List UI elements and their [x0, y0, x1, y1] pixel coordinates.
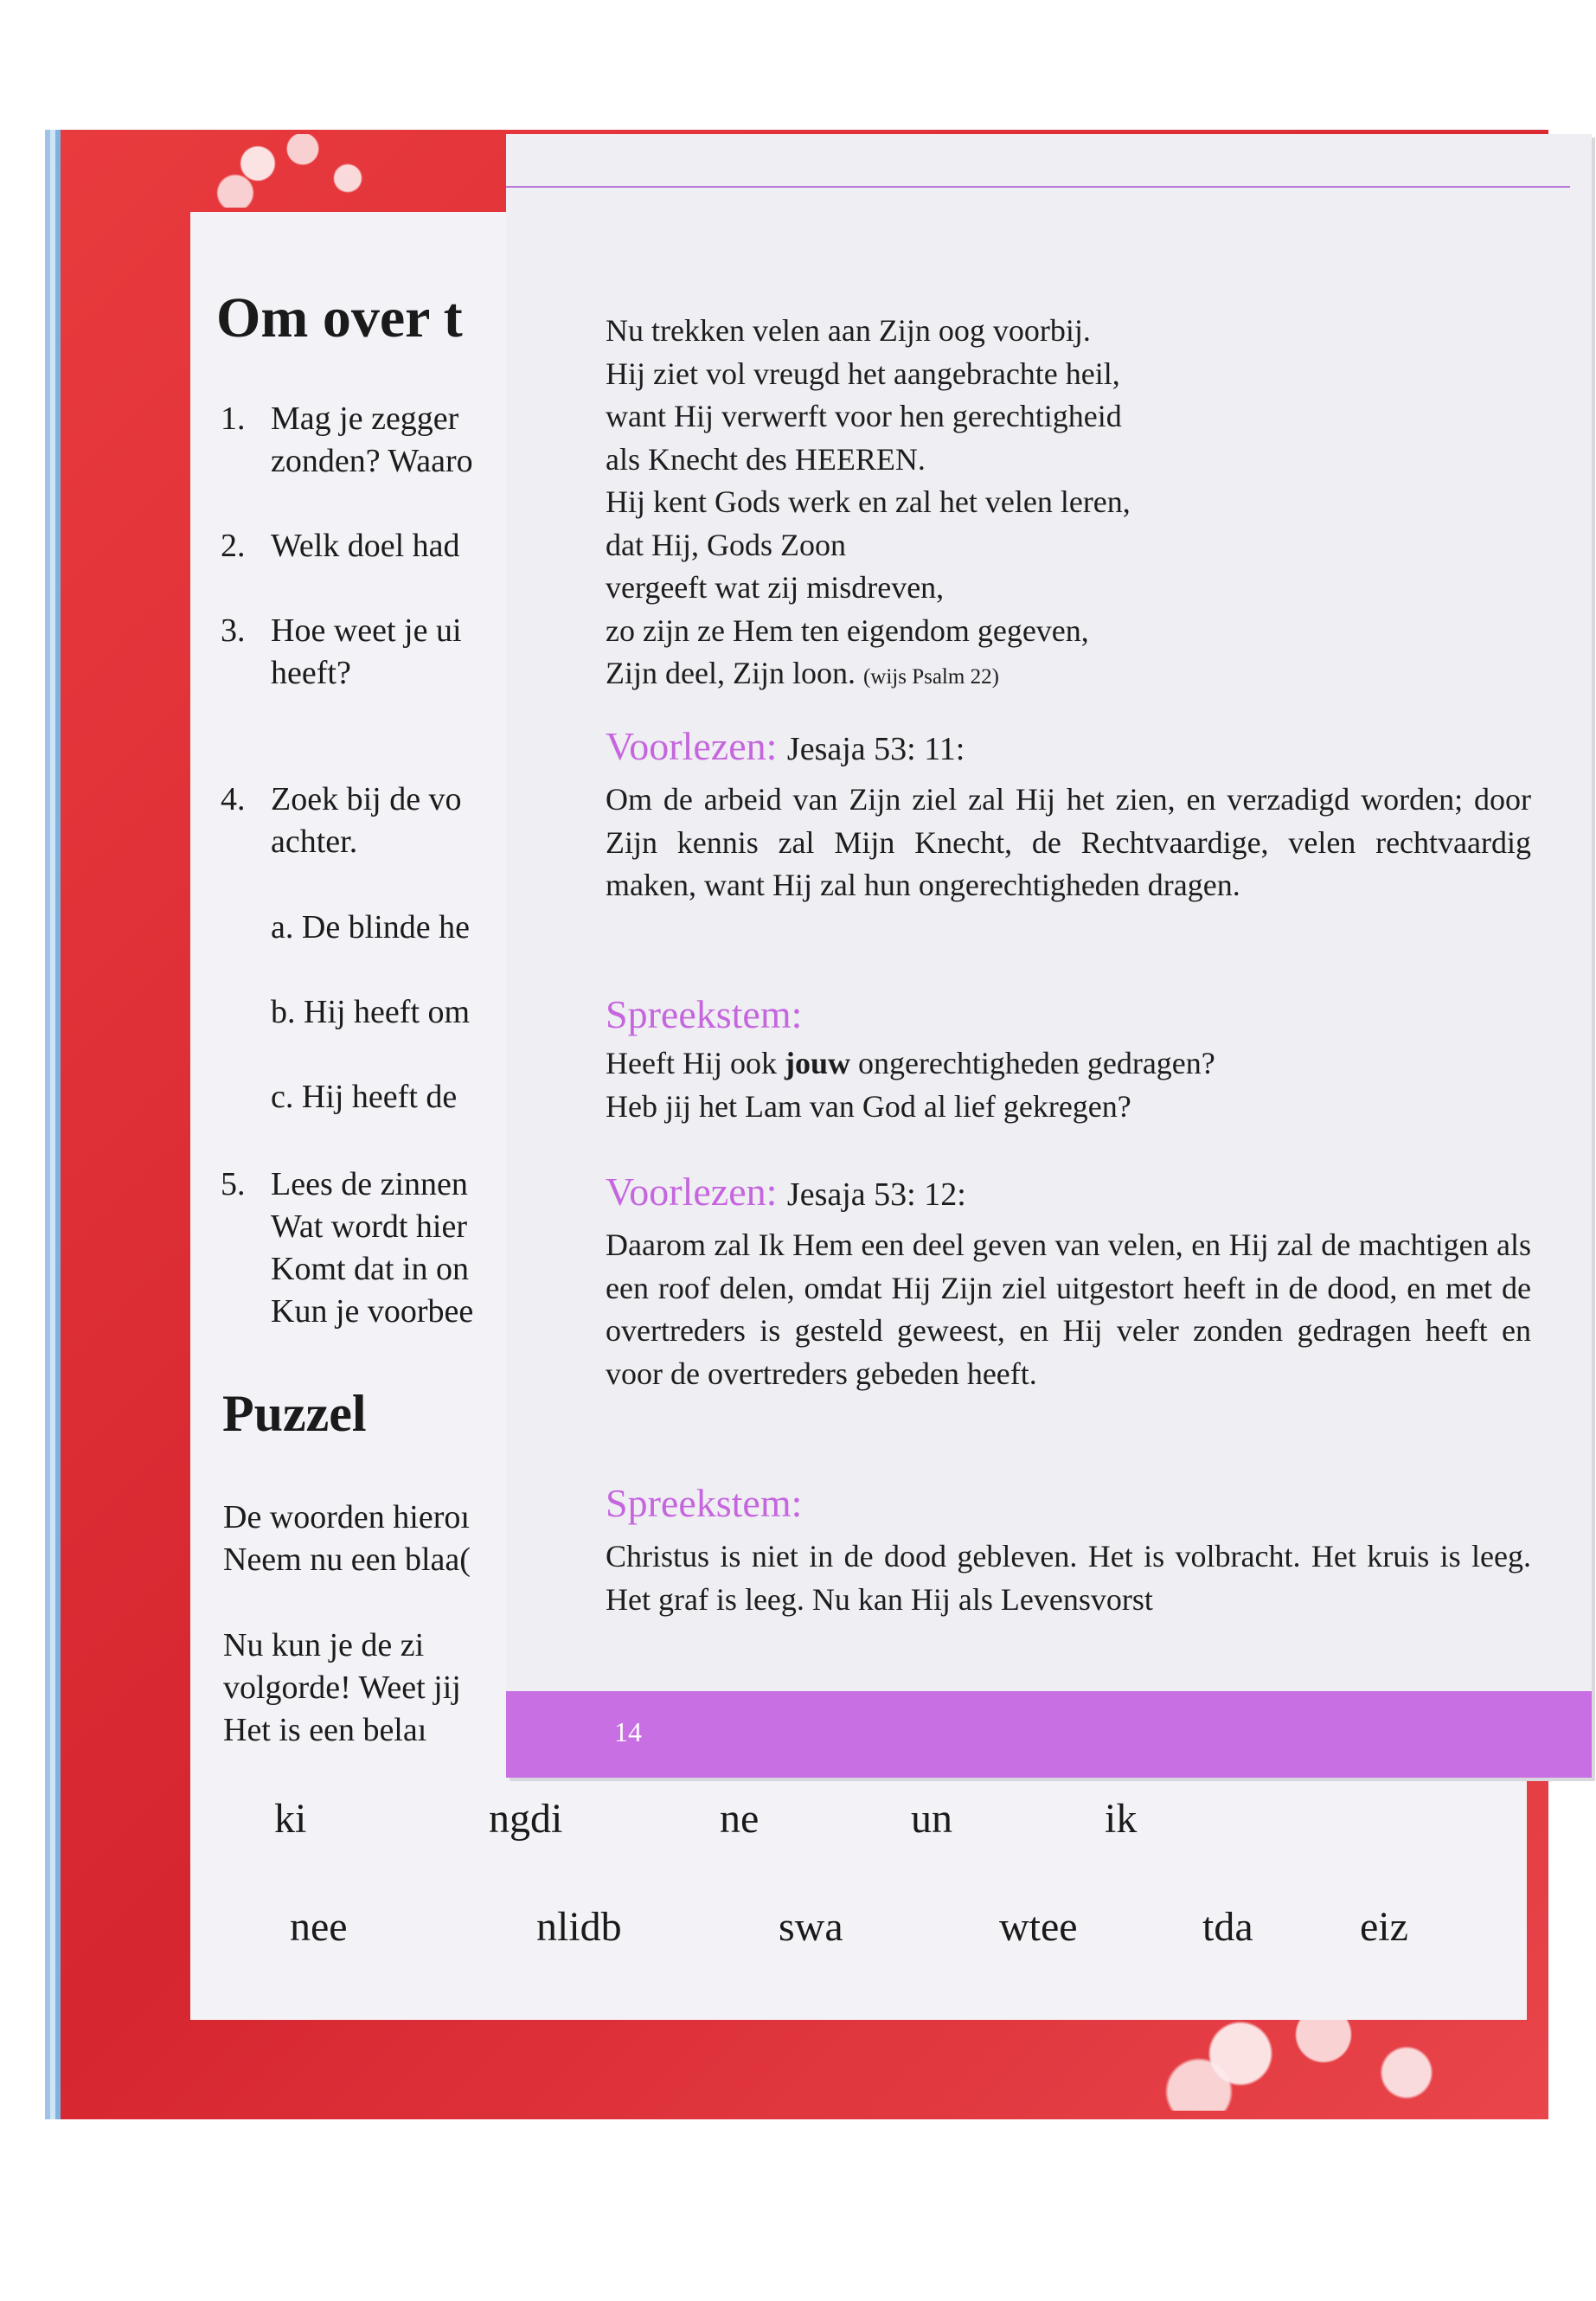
puzzle-word: ki	[274, 1796, 307, 1842]
puzzle-word: eiz	[1360, 1904, 1408, 1950]
spoken-text: Christus is niet in de dood gebleven. Het is volbracht. Het kruis is leeg. Het graf is leeg. Nu kan Hij als Levensvorst	[606, 1539, 1531, 1617]
speckle-texture	[1116, 2016, 1531, 2111]
section-heading-spreekstem: Spreekstem:	[606, 1481, 803, 1525]
question-3-text: Hoe weet je ui heeft?	[271, 612, 462, 691]
puzzle-word: wtee	[999, 1904, 1078, 1950]
sub-item-c: c. Hij heeft de	[271, 1079, 458, 1115]
puzzle-word: swa	[779, 1904, 843, 1950]
back-page-title: Om over t	[216, 286, 463, 349]
verse-line: vergeeft wat zij misdreven,	[606, 570, 945, 605]
puzzle-word: nlidb	[536, 1904, 622, 1950]
sub-item-b: b. Hij heeft om	[271, 994, 471, 1030]
question-5-text: Lees de zinnen Wat wordt hier Komt dat in on Kun je voorbee	[271, 1166, 474, 1330]
puzzle-word: un	[911, 1796, 952, 1842]
question-1: 1.	[221, 401, 246, 437]
verse-line: zo zijn ze Hem ten eigendom gegeven,	[606, 612, 1089, 648]
verse-source: (wijs Psalm 22)	[862, 665, 999, 689]
sub-item-a: a. De blinde he	[271, 909, 471, 945]
reading-text: Daarom zal Ik Hem een deel geven van velen, en Hij zal de machtigen als een roof delen, omdat Hij Zijn ziel uitgestort heeft in de dood, en met de overtreders is gesteld geweest, en Hij veler zonden gedragen heeft en voor de overtreders gebeden heeft.	[606, 1227, 1531, 1391]
verse-line: dat Hij, Gods Zoon	[606, 527, 846, 562]
puzzle-word: ik	[1105, 1796, 1138, 1842]
scripture-reference: Jesaja 53: 12:	[786, 1176, 966, 1213]
puzzel-heading: Puzzel	[222, 1385, 367, 1442]
verse-line: als Knecht des HEEREN.	[606, 441, 926, 477]
spoken-text: Heeft Hij ook jouw ongerechtigheden gedragen? Heb jij het Lam van God al lief gekregen?	[606, 1046, 1215, 1124]
question-4: 4.	[221, 781, 246, 817]
puzzel-intro: De woorden hieroı Neem nu een blaa(	[223, 1499, 471, 1578]
top-rule-line	[506, 186, 1570, 188]
question-2-text: Welk doel had	[271, 528, 460, 564]
speckle-texture	[190, 134, 415, 208]
puzzle-word: ngdi	[489, 1796, 563, 1842]
verse-line: Hij kent Gods werk en zal het velen leren,	[606, 484, 1131, 519]
front-page	[506, 134, 1592, 1778]
question-1-text: Mag je zegger zonden? Waaro	[271, 401, 473, 479]
question-5: 5.	[221, 1166, 246, 1202]
section-heading-voorlezen: Voorlezen: Jesaja 53: 11:	[606, 724, 965, 768]
question-3: 3.	[221, 612, 246, 649]
verse-line: Hij ziet vol vreugd het aangebrachte heil,	[606, 356, 1120, 391]
verse-line: Zijn deel, Zijn loon. (wijs Psalm 22)	[606, 656, 999, 690]
page-number: 14	[614, 1716, 642, 1747]
question-2: 2.	[221, 528, 246, 564]
reading-text: Om de arbeid van Zijn ziel zal Hij het zien, en verzadigd worden; door Zijn kennis zal Mijn Knecht, de Rechtvaardige, velen rechtvaardig maken, want Hij zal hun ongerechtigheden dragen.	[606, 782, 1531, 902]
puzzel-instructions: Nu kun je de zi volgorde! Weet jij Het is een belaı	[223, 1627, 461, 1748]
section-heading-spreekstem: Spreekstem:	[606, 992, 803, 1036]
hymn-verse	[606, 310, 1531, 699]
puzzle-word: nee	[290, 1904, 348, 1950]
verse-line: want Hij verwerft voor hen gerechtigheid	[606, 399, 1122, 433]
footer-bar	[506, 1691, 1592, 1778]
verse-line: Nu trekken velen aan Zijn oog voorbij.	[606, 313, 1091, 348]
section-heading-voorlezen: Voorlezen: Jesaja 53: 12:	[606, 1170, 966, 1214]
puzzle-word: tda	[1202, 1904, 1253, 1950]
question-4-text: Zoek bij de vo achter.	[271, 781, 462, 860]
scripture-reference: Jesaja 53: 11:	[786, 731, 965, 767]
puzzle-word: ne	[720, 1796, 760, 1842]
